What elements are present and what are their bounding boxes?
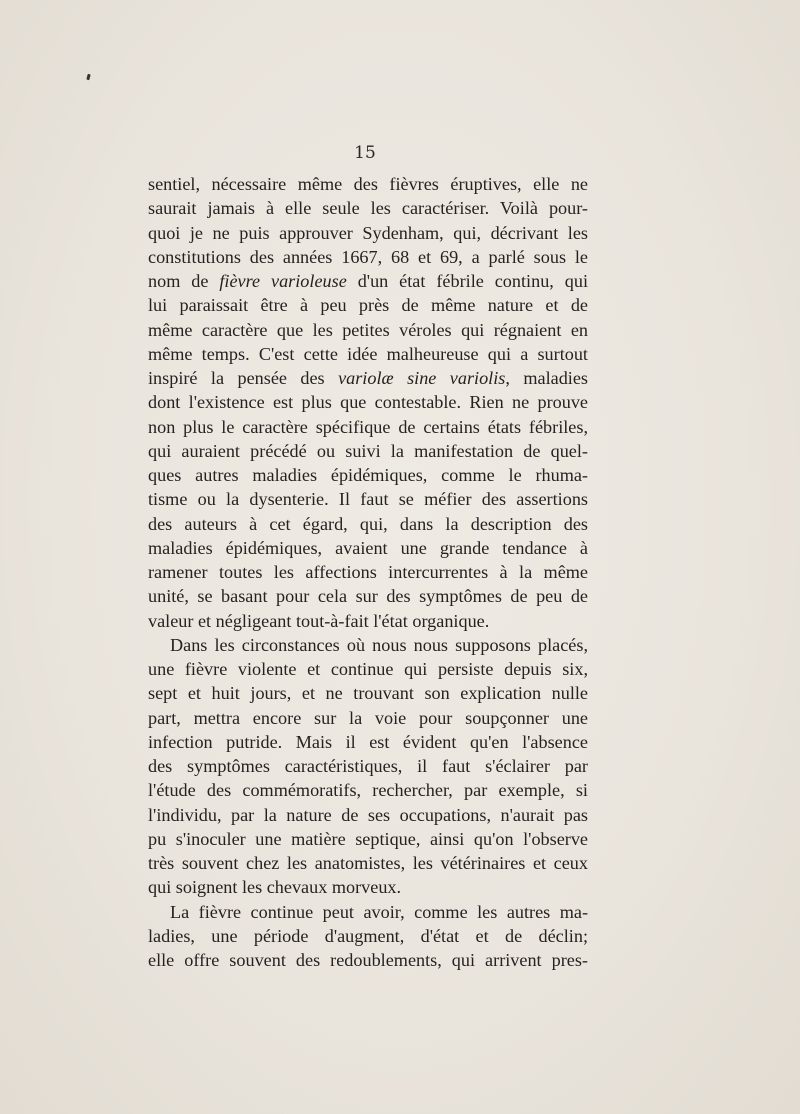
text-line: unité, se basant pour cela sur des symptômes de peu de — [148, 586, 588, 607]
text-line: ladies, une période d'augment, d'état et de déclin; — [148, 925, 588, 946]
text-line: ramener toutes les affections intercurrentes à la même — [148, 562, 588, 582]
text-line: lui paraissait être à peu près de même nature et de — [148, 295, 588, 316]
text-line: pu s'inoculer une matière septique, ainsi qu'on l'observe — [148, 828, 588, 849]
text-line: saurait jamais à elle seule les caractériser. Voilà pour- — [148, 198, 588, 219]
text-line: infection putride. Mais il est évident qu'en l'absence — [148, 731, 588, 752]
text-line: inspiré la pensée des variolæ sine variolis, maladies — [148, 368, 588, 388]
text-line: maladies épidémiques, avaient une grande tendance à — [148, 537, 588, 558]
text-line: sentiel, nécessaire même des fièvres éruptives, elle ne — [148, 174, 588, 194]
ink-speck — [86, 74, 90, 81]
text-line: ques autres maladies épidémiques, comme le rhuma- — [148, 465, 588, 485]
page-number: 15 — [354, 143, 376, 163]
text-line: valeur et négligeant tout-à-fait l'état organique. — [148, 610, 490, 631]
text-line: sept et huit jours, et ne trouvant son explication nulle — [148, 683, 588, 704]
text-line: très souvent chez les anatomistes, les vétérinaires et ceux — [148, 853, 588, 873]
text-line: dont l'existence est plus que contestable. Rien ne prouve — [148, 392, 588, 413]
text-line: l'étude des commémoratifs, rechercher, par exemple, si — [148, 780, 588, 801]
text-line: La fièvre continue peut avoir, comme les autres ma- — [170, 901, 588, 922]
text-line: nom de fièvre varioleuse d'un état fébrile continu, qui — [148, 271, 588, 291]
text-line: tisme ou la dysenterie. Il faut se méfier des assertions — [148, 489, 588, 510]
text-line: même temps. C'est cette idée malheureuse qui a surtout — [148, 343, 588, 364]
text-line: des auteurs à cet égard, qui, dans la description des — [148, 513, 588, 534]
text-line: même caractère que les petites véroles qui régnaient en — [148, 319, 588, 340]
text-line: qui soignent les chevaux morveux. — [148, 877, 402, 898]
text-line: qui auraient précédé ou suivi la manifestation de quel- — [148, 440, 588, 461]
text-line: constitutions des années 1667, 68 et 69, a parlé sous le — [148, 246, 588, 267]
text-line: part, mettra encore sur la voie pour soupçonner une — [148, 707, 588, 728]
text-line: quoi je ne puis approuver Sydenham, qui, décrivant les — [148, 222, 588, 243]
italic-phrase: variolæ sine variolis — [338, 368, 506, 388]
text-line: des symptômes caractéristiques, il faut s'éclairer par — [148, 756, 588, 776]
text-line: Dans les circonstances où nous nous supposons placés, — [170, 634, 588, 655]
text-line: elle offre souvent des redoublements, qui arrivent pres- — [148, 950, 588, 970]
italic-phrase: fièvre varioleuse — [219, 271, 347, 291]
text-line: non plus le caractère spécifique de certains états fébriles, — [148, 416, 588, 437]
body-text — [148, 172, 588, 972]
text-line: l'individu, par la nature de ses occupations, n'aurait pas — [148, 804, 588, 825]
text-line: une fièvre violente et continue qui persiste depuis six, — [148, 659, 588, 679]
